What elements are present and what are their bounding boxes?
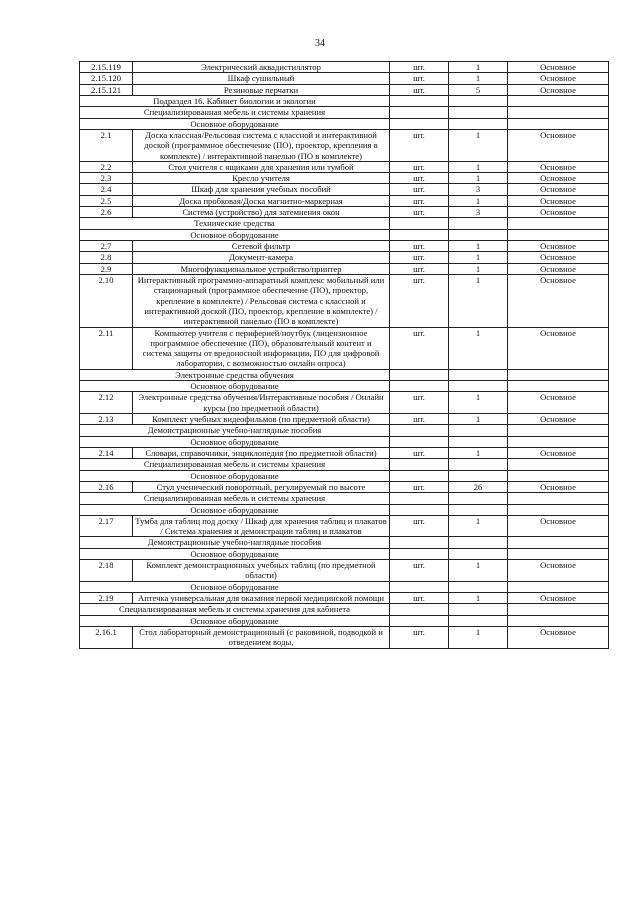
section-row [80,470,609,481]
category-cell: Основное [508,481,609,492]
unit-cell: шт. [390,447,449,458]
empty-cell [508,95,609,106]
item-name: Шкаф для хранения учебных пособий [133,184,390,195]
empty-cell [508,615,609,626]
empty-cell [449,548,508,559]
category-cell: Основное [508,414,609,425]
table-row [80,392,609,414]
section-row [80,537,609,548]
unit-cell: шт. [390,62,449,73]
quantity-cell: 1 [449,447,508,458]
category-cell: Основное [508,207,609,218]
item-name: Система (устройство) для затемнения окон [133,207,390,218]
table-row [80,593,609,604]
empty-cell [508,218,609,229]
section-row [80,381,609,392]
category-cell: Основное [508,252,609,263]
section-row [80,581,609,592]
row-number: 2.7 [80,241,133,252]
empty-cell [508,493,609,504]
section-row [80,604,609,615]
empty-cell [508,604,609,615]
unit-cell: шт. [390,392,449,414]
empty-cell [449,369,508,380]
unit-cell: шт. [390,263,449,274]
row-number: 2.15.121 [80,84,133,95]
item-name: Резиновые перчатки [133,84,390,95]
quantity-cell: 3 [449,207,508,218]
empty-cell [508,229,609,240]
unit-cell: шт. [390,195,449,206]
section-heading: Основное оборудование [80,504,390,515]
empty-cell [508,470,609,481]
empty-cell [449,470,508,481]
quantity-cell: 1 [449,392,508,414]
empty-cell [390,548,449,559]
item-name: Электронные средства обучения/Интерактивные пособия / Онлайн курсы (по предметной области) [133,392,390,414]
section-heading: Электронные средства обучения [80,369,390,380]
empty-cell [449,493,508,504]
row-number: 2.13 [80,414,133,425]
section-heading: Основное оборудование [80,118,390,129]
empty-cell [508,436,609,447]
category-cell: Основное [508,84,609,95]
row-number: 2.8 [80,252,133,263]
quantity-cell: 1 [449,241,508,252]
empty-cell [449,581,508,592]
quantity-cell: 5 [449,84,508,95]
empty-cell [390,369,449,380]
category-cell: Основное [508,593,609,604]
section-row [80,118,609,129]
table-row [80,62,609,73]
empty-cell [390,218,449,229]
item-name: Многофункциональное устройство/принтер [133,263,390,274]
section-row [80,218,609,229]
section-heading: Основное оборудование [80,381,390,392]
unit-cell: шт. [390,327,449,369]
item-name: Стол лабораторный демонстрационный (с раковиной, подводкой и отведением воды, [133,626,390,648]
unit-cell: шт. [390,593,449,604]
item-name: Доска классная/Рельсовая система с классной и интерактивной доской (программное обеспечение (ПО), проектор, крепления в комплекте) / интерактивной панелью (ПО в комплекте) [133,129,390,161]
table-row [80,129,609,161]
empty-cell [449,229,508,240]
quantity-cell: 1 [449,593,508,604]
table-row [80,515,609,537]
empty-cell [390,95,449,106]
unit-cell: шт. [390,207,449,218]
section-row [80,436,609,447]
quantity-cell: 3 [449,184,508,195]
item-name: Шкаф сушильный [133,73,390,84]
unit-cell: шт. [390,515,449,537]
quantity-cell: 1 [449,626,508,648]
unit-cell: шт. [390,560,449,582]
unit-cell: шт. [390,481,449,492]
row-number: 2.5 [80,195,133,206]
item-name: Комплект демонстрационных учебных таблиц (по предметной области) [133,560,390,582]
quantity-cell: 1 [449,161,508,172]
table-row [80,414,609,425]
item-name: Электрический аквадистиллятор [133,62,390,73]
section-row [80,229,609,240]
unit-cell: шт. [390,84,449,95]
empty-cell [390,107,449,118]
category-cell: Основное [508,195,609,206]
empty-cell [390,470,449,481]
item-name: Комплект учебных видеофильмов (по предметной области) [133,414,390,425]
empty-cell [390,581,449,592]
item-name: Документ-камера [133,252,390,263]
category-cell: Основное [508,161,609,172]
category-cell: Основное [508,241,609,252]
empty-cell [449,604,508,615]
section-heading: Технические средства [80,218,390,229]
section-heading: Специализированная мебель и системы хранения для кабинета [80,604,390,615]
row-number: 2.9 [80,263,133,274]
empty-cell [449,107,508,118]
category-cell: Основное [508,327,609,369]
unit-cell: шт. [390,184,449,195]
empty-cell [390,425,449,436]
item-name: Словари, справочники, энциклопедия (по предметной области) [133,447,390,458]
empty-cell [449,218,508,229]
section-heading: Специализированная мебель и системы хранения [80,459,390,470]
empty-cell [449,459,508,470]
empty-cell [390,615,449,626]
row-number: 2.11 [80,327,133,369]
section-heading: Основное оборудование [80,470,390,481]
category-cell: Основное [508,515,609,537]
empty-cell [449,425,508,436]
table-row [80,241,609,252]
item-name: Сетевой фильтр [133,241,390,252]
item-name: Стол учителя с ящиками для хранения или тумбой [133,161,390,172]
item-name: Аптечка универсальная для оказания первой медицинской помощи [133,593,390,604]
section-heading: Основное оборудование [80,229,390,240]
section-row [80,95,609,106]
quantity-cell: 1 [449,173,508,184]
section-heading: Основное оборудование [80,548,390,559]
table-row [80,560,609,582]
row-number: 2.17 [80,515,133,537]
section-row [80,493,609,504]
section-heading: Демонстрационные учебно-наглядные пособия [80,425,390,436]
row-number: 2.10 [80,274,133,327]
row-number: 2.18 [80,560,133,582]
item-name: Кресло учителя [133,173,390,184]
category-cell: Основное [508,173,609,184]
empty-cell [390,493,449,504]
category-cell: Основное [508,560,609,582]
category-cell: Основное [508,129,609,161]
empty-cell [508,107,609,118]
section-row [80,548,609,559]
row-number: 2.15.119 [80,62,133,73]
section-heading: Основное оборудование [80,436,390,447]
unit-cell: шт. [390,129,449,161]
unit-cell: шт. [390,252,449,263]
empty-cell [449,95,508,106]
row-number: 2.15.120 [80,73,133,84]
section-heading: Основное оборудование [80,581,390,592]
quantity-cell: 1 [449,129,508,161]
empty-cell [508,118,609,129]
empty-cell [390,604,449,615]
category-cell: Основное [508,263,609,274]
row-number: 2.16 [80,481,133,492]
empty-cell [508,459,609,470]
table-row [80,161,609,172]
row-number: 2.14 [80,447,133,458]
quantity-cell: 1 [449,195,508,206]
category-cell: Основное [508,626,609,648]
empty-cell [449,615,508,626]
item-name: Стул ученический поворотный, регулируемый по высоте [133,481,390,492]
equipment-table [79,61,609,649]
quantity-cell: 26 [449,481,508,492]
table-row [80,252,609,263]
unit-cell: шт. [390,274,449,327]
empty-cell [508,381,609,392]
quantity-cell: 1 [449,263,508,274]
empty-cell [390,504,449,515]
section-row [80,107,609,118]
empty-cell [449,537,508,548]
table-row [80,327,609,369]
section-row [80,615,609,626]
item-name: Компьютер учителя с периферией/ноутбук (лицензионное программное обеспечение (ПО), образовательный контент и система защиты от вредоносной информации, ПО для цифровой лаборатории, с возможностью онлайн опроса) [133,327,390,369]
empty-cell [390,118,449,129]
empty-cell [449,381,508,392]
section-row [80,425,609,436]
category-cell: Основное [508,62,609,73]
row-number: 2.3 [80,173,133,184]
quantity-cell: 1 [449,560,508,582]
table-row [80,195,609,206]
unit-cell: шт. [390,161,449,172]
table-row [80,207,609,218]
quantity-cell: 1 [449,327,508,369]
quantity-cell: 1 [449,252,508,263]
row-number: 2.12 [80,392,133,414]
empty-cell [508,504,609,515]
table-row [80,173,609,184]
row-number: 2.1 [80,129,133,161]
section-heading: Демонстрационные учебно-наглядные пособия [80,537,390,548]
page-number: 34 [315,38,325,49]
unit-cell: шт. [390,626,449,648]
table-row [80,447,609,458]
empty-cell [449,118,508,129]
table-row [80,274,609,327]
section-heading: Специализированная мебель и системы хранения [80,493,390,504]
section-heading: Основное оборудование [80,615,390,626]
unit-cell: шт. [390,73,449,84]
empty-cell [508,548,609,559]
section-heading: Специализированная мебель и системы хранения [80,107,390,118]
row-number: 2.19 [80,593,133,604]
row-number: 2.6 [80,207,133,218]
section-row [80,459,609,470]
table-row [80,73,609,84]
empty-cell [390,381,449,392]
empty-cell [390,459,449,470]
empty-cell [508,425,609,436]
empty-cell [390,436,449,447]
section-row [80,504,609,515]
row-number: 2.4 [80,184,133,195]
quantity-cell: 1 [449,73,508,84]
empty-cell [508,581,609,592]
unit-cell: шт. [390,414,449,425]
empty-cell [508,369,609,380]
item-name: Интерактивный программно-аппаратный комплекс мобильный или стационарный (программное обеспечение (ПО), проектор, крепление в комплекте) / Рельсовая система с классной и интерактивной доской (ПО, проектор, крепление в комплекте) / интерактивной панелью (ПО в комплекте) [133,274,390,327]
row-number: 2.16.1 [80,626,133,648]
table-row [80,84,609,95]
table-row [80,184,609,195]
category-cell: Основное [508,184,609,195]
category-cell: Основное [508,73,609,84]
category-cell: Основное [508,392,609,414]
table-row [80,263,609,274]
quantity-cell: 1 [449,62,508,73]
category-cell: Основное [508,447,609,458]
unit-cell: шт. [390,241,449,252]
section-row [80,369,609,380]
empty-cell [508,537,609,548]
empty-cell [449,436,508,447]
empty-cell [390,229,449,240]
section-heading: Подраздел 16. Кабинет биологии и экологии [80,95,390,106]
table-row [80,481,609,492]
item-name: Доска пробковая/Доска магнитно-маркерная [133,195,390,206]
empty-cell [449,504,508,515]
unit-cell: шт. [390,173,449,184]
category-cell: Основное [508,274,609,327]
item-name: Тумба для таблиц под доску / Шкаф для хранения таблиц и плакатов / Система хранения и демонстрации таблиц и плакатов [133,515,390,537]
table-row [80,626,609,648]
quantity-cell: 1 [449,414,508,425]
quantity-cell: 1 [449,515,508,537]
empty-cell [390,537,449,548]
quantity-cell: 1 [449,274,508,327]
row-number: 2.2 [80,161,133,172]
